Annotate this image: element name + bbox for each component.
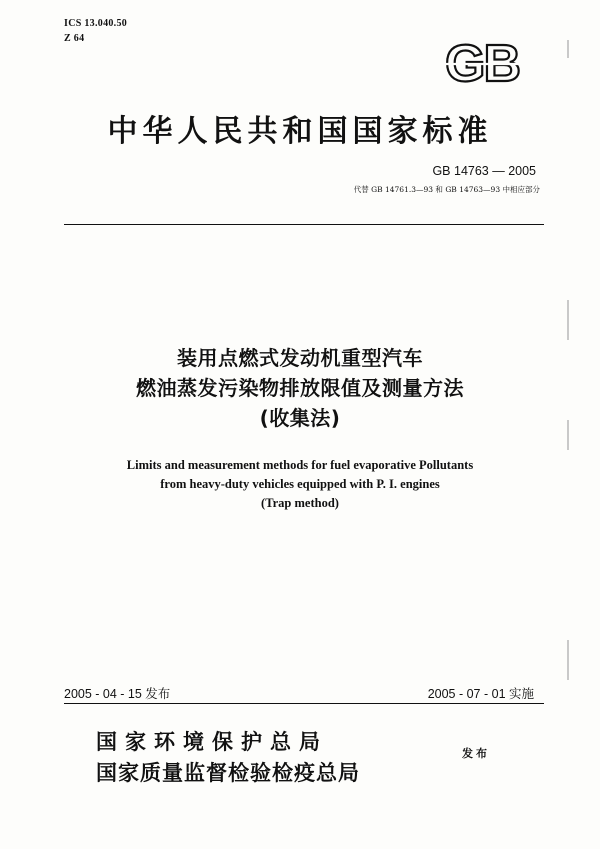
scan-edge-mark — [567, 420, 569, 450]
replaces-note: 代替 GB 14761.3—93 和 GB 14763—93 中相应部分 — [353, 185, 540, 194]
issuing-agency-2: 国家质量监督检验检疫总局 — [96, 760, 360, 785]
implementation-date: 2005 - 07 - 01 实施 — [427, 687, 534, 701]
publish-label: 发布 — [462, 747, 490, 760]
scan-edge-mark — [567, 40, 569, 58]
ics-code: ICS 13.040.50 — [64, 18, 128, 29]
gb-logo — [434, 40, 530, 86]
gb-logo-text: GB — [445, 40, 519, 86]
en-title-line-1: Limits and measurement methods for fuel evaporative Pollutants — [126, 458, 474, 472]
top-divider — [64, 224, 544, 225]
en-title-line-2: from heavy-duty vehicles equipped with P. I. engines — [160, 477, 440, 491]
cn-title-line-3: (收集法) — [259, 406, 341, 430]
issue-date: 2005 - 04 - 15 发布 — [64, 687, 171, 701]
cn-title-line-1: 装用点燃式发动机重型汽车 — [177, 346, 423, 370]
cn-title-line-2: 燃油蒸发污染物排放限值及测量方法 — [136, 376, 464, 400]
standard-category-title: 中华人民共和国国家标准 — [107, 114, 493, 149]
standard-code: GB 14763 — 2005 — [432, 164, 536, 178]
bottom-divider — [64, 703, 544, 704]
scan-edge-mark — [567, 640, 569, 680]
scan-edge-mark — [567, 300, 569, 340]
issuing-agency-1: 国家环境保护总局 — [96, 729, 328, 754]
en-title-line-3: (Trap method) — [261, 496, 339, 510]
ccs-code: Z 64 — [64, 33, 85, 44]
